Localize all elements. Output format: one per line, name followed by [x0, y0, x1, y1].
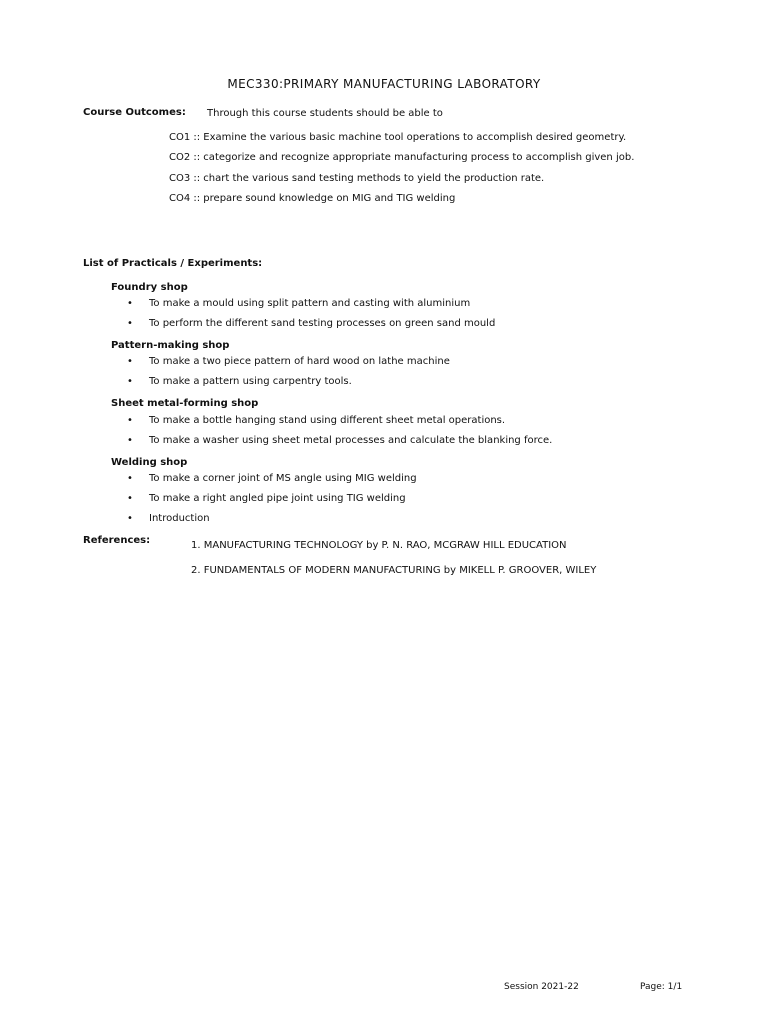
reference-item: 2. FUNDAMENTALS OF MODERN MANUFACTURING by MIKELL P. GROOVER, WILEY	[191, 565, 597, 576]
bullet-icon: •	[127, 318, 133, 329]
page-title: MEC330:PRIMARY MANUFACTURING LABORATORY	[227, 77, 541, 91]
reference-item: 1. MANUFACTURING TECHNOLOGY by P. N. RAO, MCGRAW HILL EDUCATION	[191, 540, 567, 551]
course-outcomes-intro: Through this course students should be able to	[207, 108, 443, 119]
bullet-icon: •	[127, 435, 133, 446]
footer-session: Session 2021-22	[504, 982, 579, 992]
practical-item: To make a mould using split pattern and casting with aluminium	[149, 298, 471, 309]
shop-heading-welding: Welding shop	[111, 457, 188, 468]
shop-heading-pattern-making: Pattern-making shop	[111, 340, 230, 351]
course-outcomes-label: Course Outcomes:	[83, 107, 186, 118]
course-outcome-co2: CO2 :: categorize and recognize appropriate manufacturing process to accomplish given job.	[169, 152, 635, 163]
bullet-icon: •	[127, 493, 133, 504]
course-outcome-co4: CO4 :: prepare sound knowledge on MIG and TIG welding	[169, 193, 456, 204]
practical-item: To make a right angled pipe joint using TIG welding	[149, 493, 406, 504]
bullet-icon: •	[127, 298, 133, 309]
footer-page-number: Page: 1/1	[640, 982, 683, 992]
practical-item: To make a bottle hanging stand using different sheet metal operations.	[149, 415, 506, 426]
bullet-icon: •	[127, 356, 133, 367]
course-outcome-co3: CO3 :: chart the various sand testing methods to yield the production rate.	[169, 173, 545, 184]
practicals-heading: List of Practicals / Experiments:	[83, 258, 263, 269]
practical-item: Introduction	[149, 513, 210, 524]
practical-item: To make a two piece pattern of hard wood on lathe machine	[149, 356, 450, 367]
practical-item: To make a pattern using carpentry tools.	[149, 376, 352, 387]
practical-item: To make a corner joint of MS angle using MIG welding	[149, 473, 417, 484]
bullet-icon: •	[127, 513, 133, 524]
course-outcome-co1: CO1 :: Examine the various basic machine tool operations to accomplish desired geometry.	[169, 132, 627, 143]
bullet-icon: •	[127, 473, 133, 484]
bullet-icon: •	[127, 376, 133, 387]
references-label: References:	[83, 535, 151, 546]
practical-item: To make a washer using sheet metal processes and calculate the blanking force.	[149, 435, 553, 446]
shop-heading-foundry: Foundry shop	[111, 282, 188, 293]
practical-item: To perform the different sand testing processes on green sand mould	[149, 318, 496, 329]
bullet-icon: •	[127, 415, 133, 426]
shop-heading-sheet-metal-forming: Sheet metal-forming shop	[111, 398, 259, 409]
